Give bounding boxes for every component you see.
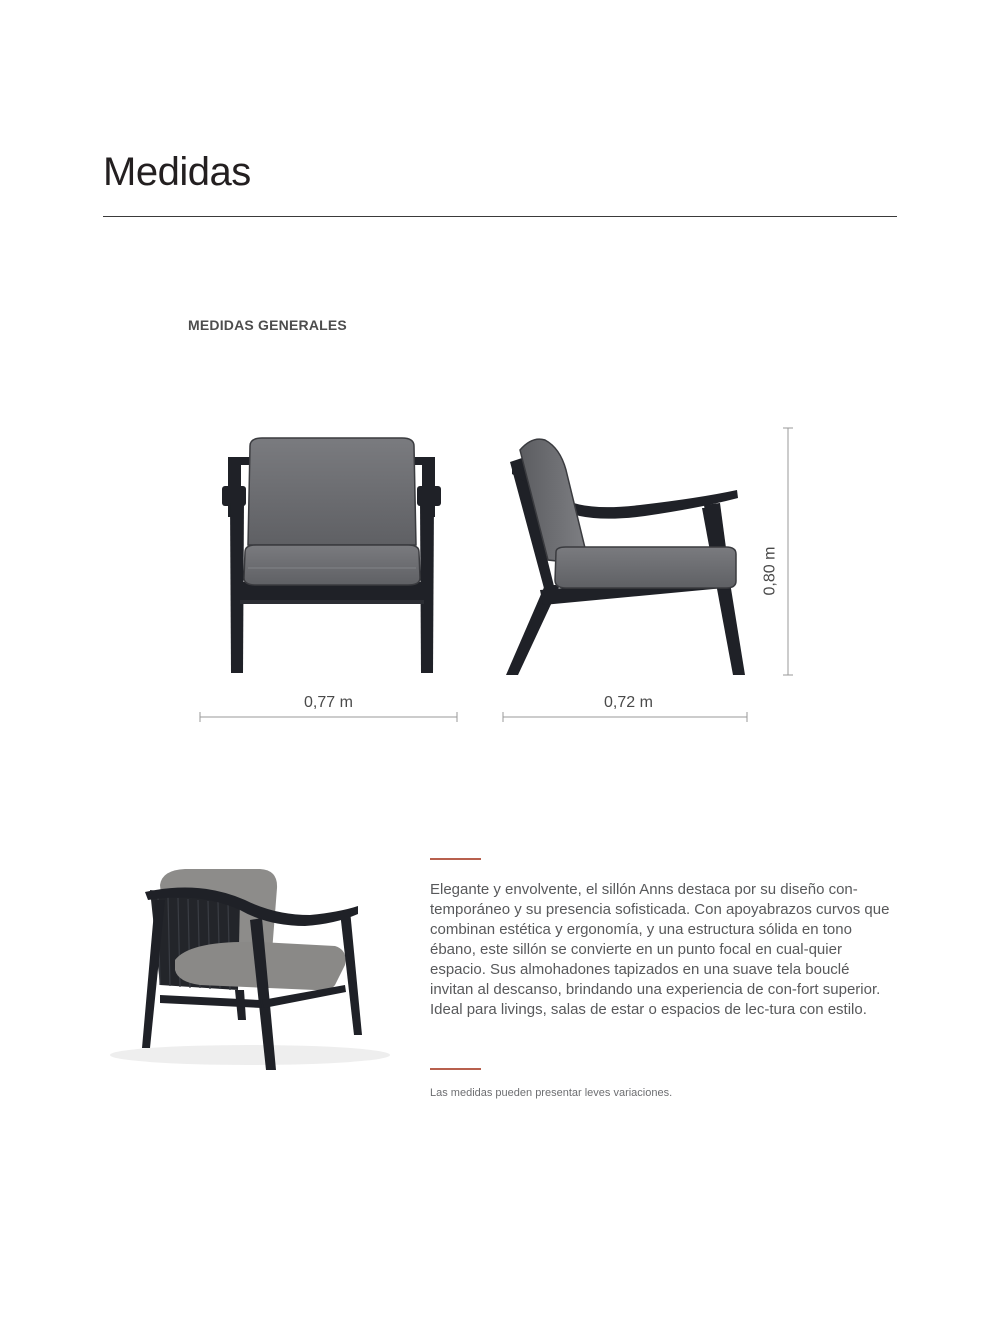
accent-divider-top <box>430 858 481 860</box>
width-dimension-label: 0,77 m <box>304 694 353 711</box>
depth-dimension-label: 0,72 m <box>604 694 653 711</box>
height-dimension-label: 0,80 m <box>761 546 779 596</box>
chair-front-view <box>222 438 441 673</box>
product-description: Elegante y envolvente, el sillón Anns destaca por su diseño con-temporáneo y su presencia sofisticada. Con apoyabrazos curvos que combinan estética y ergonomía, y una estructura sólida en tono ébano, este sillón se convierte en un punto focal en cual-quier espacio. Sus almohadones tapizados en una suave tela bouclé invitan al descanso, brindando una experiencia de con-fort superior. Ideal para livings, salas de estar o espacios de lec-tura con estilo. <box>430 881 890 1018</box>
measurements-disclaimer: Las medidas pueden presentar leves variaciones. <box>430 1087 673 1099</box>
chair-perspective-image <box>110 869 390 1070</box>
section-heading: MEDIDAS GENERALES <box>188 317 347 333</box>
accent-divider-bottom <box>430 1068 481 1070</box>
chair-side-view <box>506 439 745 675</box>
page-title: Medidas <box>103 150 251 194</box>
